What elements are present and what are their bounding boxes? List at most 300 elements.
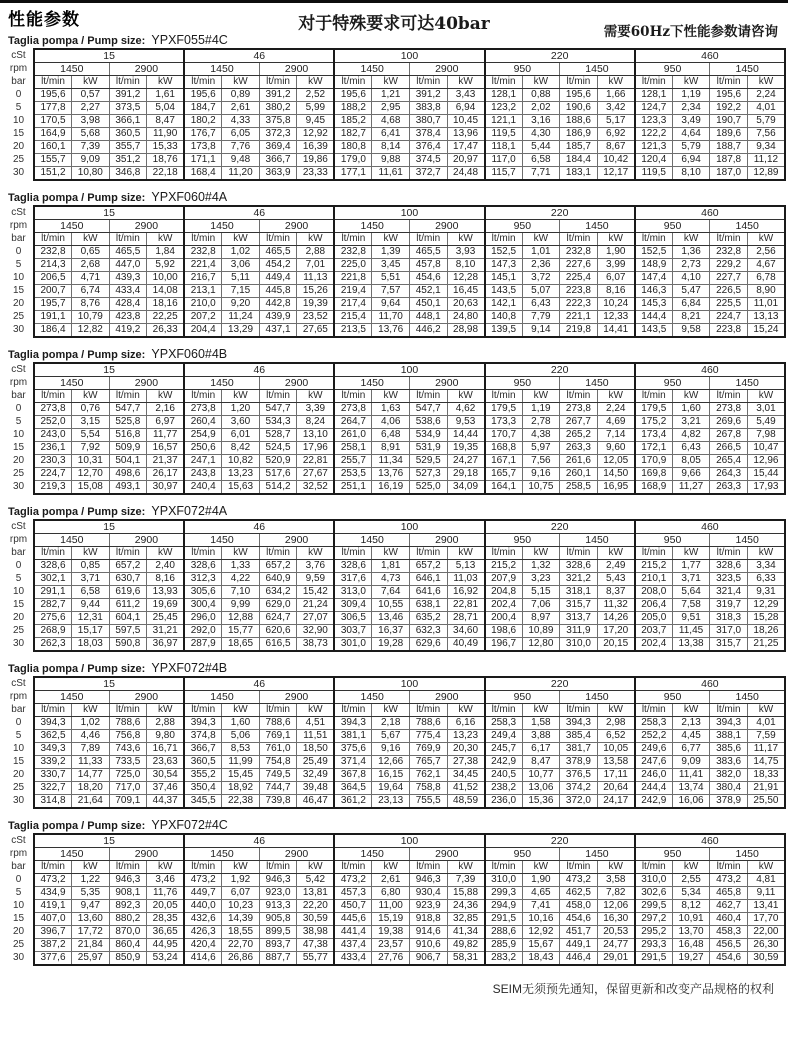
table-cell: 11,51 — [297, 730, 335, 743]
table-cell: 273,8 — [710, 403, 748, 416]
unit-header-row — [4, 76, 785, 89]
table-cell: 242,9 — [635, 795, 673, 809]
table-cell: 3,34 — [747, 560, 785, 573]
table-cell: 20,97 — [447, 154, 485, 167]
table-cell: 391,2 — [259, 89, 297, 102]
table-cell: 4,30 — [522, 128, 560, 141]
table-cell: 892,3 — [109, 900, 147, 913]
table-cell: 850,9 — [109, 952, 147, 966]
table-cell: 6,33 — [747, 573, 785, 586]
cst-gutter-label: cSt — [11, 363, 26, 375]
table-cell: 224,7 — [710, 311, 748, 324]
pump-size-value: YPXF072#4B — [151, 661, 228, 675]
table-cell: 528,7 — [259, 429, 297, 442]
table-cell: 58,31 — [447, 952, 485, 966]
bar-value-label: 15 — [12, 913, 25, 924]
table-cell: 3,39 — [297, 403, 335, 416]
table-cell: 733,5 — [109, 756, 147, 769]
table-cell: 321,4 — [710, 586, 748, 599]
table-cell: 214,3 — [34, 259, 72, 272]
table-cell: 310,0 — [485, 874, 523, 887]
table-cell: 314,8 — [34, 795, 72, 809]
rpm-value-cell: 2900 — [409, 63, 484, 76]
bar-value-label: 10 — [12, 115, 25, 126]
table-cell: 769,9 — [409, 743, 447, 756]
rpm-gutter-label: rpm — [9, 377, 28, 388]
table-cell: 387,2 — [34, 939, 72, 952]
table-cell: 258,3 — [485, 717, 523, 730]
rpm-value-cell: 1450 — [184, 377, 259, 390]
table-cell: 749,5 — [259, 769, 297, 782]
bar-value-label: 10 — [12, 272, 25, 283]
bar-value-label: 30 — [12, 481, 25, 493]
bar-value-label: 30 — [12, 795, 25, 807]
table-cell: 5,11 — [222, 272, 260, 285]
table-row — [4, 769, 785, 782]
table-cell: 465,5 — [259, 246, 297, 259]
table-cell: 15,08 — [72, 481, 110, 495]
table-cell: 448,1 — [409, 311, 447, 324]
table-cell: 319,7 — [710, 599, 748, 612]
table-cell: 222,3 — [560, 298, 598, 311]
table-cell: 221,1 — [560, 311, 598, 324]
table-row — [4, 756, 785, 769]
unit-header-cell: kW — [147, 76, 185, 89]
table-cell: 32,85 — [447, 913, 485, 926]
bar-value-label: 25 — [12, 625, 25, 636]
table-cell: 8,42 — [222, 442, 260, 455]
table-cell: 24,17 — [597, 795, 635, 809]
table-cell: 18,65 — [222, 638, 260, 652]
table-cell: 5,97 — [522, 442, 560, 455]
table-cell: 6,01 — [222, 429, 260, 442]
table-cell: 366,1 — [109, 115, 147, 128]
table-cell: 1,33 — [222, 560, 260, 573]
rpm-value-cell: 2900 — [109, 220, 184, 233]
unit-header-cell: lt/min — [334, 76, 372, 89]
table-cell: 15,45 — [222, 769, 260, 782]
table-cell: 190,7 — [710, 115, 748, 128]
unit-header-cell: kW — [222, 547, 260, 560]
table-cell: 449,1 — [560, 939, 598, 952]
table-cell: 450,7 — [334, 900, 372, 913]
table-cell: 306,5 — [334, 612, 372, 625]
unit-header-cell: kW — [447, 861, 485, 874]
table-cell: 152,5 — [635, 246, 673, 259]
table-cell: 258,5 — [560, 481, 598, 495]
table-cell: 378,4 — [409, 128, 447, 141]
table-cell: 273,8 — [34, 403, 72, 416]
table-cell: 11,20 — [222, 167, 260, 181]
table-cell: 13,46 — [372, 612, 410, 625]
bar-gutter-label: bar — [11, 547, 26, 558]
bar-gutter-label: bar — [11, 233, 26, 244]
table-row — [4, 939, 785, 952]
table-cell: 28,35 — [147, 913, 185, 926]
table-cell: 437,4 — [334, 939, 372, 952]
rpm-value-cell: 2900 — [259, 691, 334, 704]
rpm-value-cell: 2900 — [109, 377, 184, 390]
table-cell: 15,67 — [522, 939, 560, 952]
table-cell: 460,4 — [710, 913, 748, 926]
table-cell: 28,98 — [447, 324, 485, 338]
table-cell: 2,40 — [147, 560, 185, 573]
table-cell: 3,71 — [72, 573, 110, 586]
rpm-value-cell: 1450 — [710, 848, 785, 861]
table-cell: 170,9 — [635, 455, 673, 468]
table-cell: 11,90 — [147, 128, 185, 141]
rpm-header-row — [4, 848, 785, 861]
unit-header-cell: lt/min — [710, 76, 748, 89]
table-cell: 16,95 — [597, 481, 635, 495]
pump-size-value: YPXF060#4A — [151, 190, 228, 204]
table-cell: 232,8 — [34, 246, 72, 259]
cst-header-row — [4, 520, 785, 534]
table-cell: 5,79 — [747, 115, 785, 128]
table-cell: 182,7 — [334, 128, 372, 141]
table-cell: 300,4 — [184, 599, 222, 612]
table-cell: 6,16 — [447, 717, 485, 730]
unit-header-cell: lt/min — [34, 861, 72, 874]
tables-container — [0, 29, 788, 966]
table-cell: 224,7 — [34, 468, 72, 481]
table-cell: 434,9 — [34, 887, 72, 900]
table-cell: 2,36 — [522, 259, 560, 272]
table-cell: 372,3 — [259, 128, 297, 141]
table-cell: 7,41 — [522, 900, 560, 913]
unit-header-cell: kW — [147, 704, 185, 717]
table-cell: 176,7 — [184, 128, 222, 141]
table-cell: 1,77 — [672, 560, 710, 573]
table-cell: 10,16 — [522, 913, 560, 926]
table-cell: 5,43 — [597, 573, 635, 586]
unit-header-cell: lt/min — [710, 704, 748, 717]
unit-header-cell: lt/min — [109, 233, 147, 246]
table-cell: 630,7 — [109, 573, 147, 586]
table-cell: 146,3 — [635, 285, 673, 298]
table-cell: 457,8 — [409, 259, 447, 272]
table-cell: 0,57 — [72, 89, 110, 102]
rpm-value-cell: 950 — [485, 63, 560, 76]
table-cell: 8,21 — [672, 311, 710, 324]
unit-header-cell: kW — [297, 704, 335, 717]
unit-header-cell: kW — [447, 390, 485, 403]
unit-header-cell: kW — [672, 547, 710, 560]
table-cell: 34,60 — [447, 625, 485, 638]
table-cell: 7,58 — [672, 599, 710, 612]
table-cell: 374,2 — [560, 782, 598, 795]
table-cell: 30,54 — [147, 769, 185, 782]
table-cell: 20,53 — [597, 926, 635, 939]
table-cell: 165,7 — [485, 468, 523, 481]
table-cell: 375,6 — [334, 743, 372, 756]
table-cell: 0,85 — [72, 560, 110, 573]
table-cell: 16,19 — [372, 481, 410, 495]
bar-value-label: 5 — [15, 573, 22, 584]
table-cell: 232,8 — [184, 246, 222, 259]
table-cell: 5,47 — [672, 285, 710, 298]
table-cell: 23,57 — [372, 939, 410, 952]
table-cell: 2,95 — [372, 102, 410, 115]
table-cell: 12,80 — [522, 638, 560, 652]
rpm-header-row — [4, 691, 785, 704]
cst-value-cell: 220 — [485, 834, 635, 848]
table-cell: 597,5 — [109, 625, 147, 638]
table-cell: 3,16 — [522, 115, 560, 128]
table-cell: 396,7 — [34, 926, 72, 939]
table-cell: 12,70 — [72, 468, 110, 481]
table-cell: 4,64 — [672, 128, 710, 141]
rpm-value-cell: 950 — [485, 220, 560, 233]
table-cell: 3,42 — [597, 102, 635, 115]
table-cell: 2,98 — [597, 717, 635, 730]
table-cell: 880,2 — [109, 913, 147, 926]
table-cell: 5,34 — [672, 887, 710, 900]
table-cell: 619,6 — [109, 586, 147, 599]
table-cell: 14,44 — [447, 429, 485, 442]
table-cell: 4,01 — [747, 102, 785, 115]
table-cell: 27,38 — [447, 756, 485, 769]
table-cell: 788,6 — [259, 717, 297, 730]
unit-header-cell: kW — [672, 76, 710, 89]
table-cell: 918,8 — [409, 913, 447, 926]
table-cell: 9,99 — [222, 599, 260, 612]
table-cell: 22,81 — [447, 599, 485, 612]
table-cell: 177,1 — [334, 167, 372, 181]
table-cell: 183,1 — [560, 167, 598, 181]
table-cell: 914,6 — [409, 926, 447, 939]
table-cell: 525,8 — [109, 416, 147, 429]
table-cell: 373,5 — [109, 102, 147, 115]
cst-value-cell: 46 — [184, 834, 334, 848]
unit-header-row — [4, 704, 785, 717]
table-row — [4, 468, 785, 481]
table-cell: 433,4 — [334, 952, 372, 966]
table-cell: 309,4 — [334, 599, 372, 612]
table-cell: 378,9 — [560, 756, 598, 769]
table-cell: 282,7 — [34, 599, 72, 612]
table-cell: 9,88 — [372, 154, 410, 167]
table-cell: 215,2 — [635, 560, 673, 573]
table-row — [4, 795, 785, 809]
cst-gutter-label: cSt — [11, 49, 26, 61]
table-cell: 260,4 — [184, 416, 222, 429]
table-cell: 391,2 — [109, 89, 147, 102]
table-cell: 2,61 — [222, 102, 260, 115]
table-cell: 765,7 — [409, 756, 447, 769]
table-cell: 266,5 — [710, 442, 748, 455]
table-cell: 19,28 — [372, 638, 410, 652]
table-cell: 616,5 — [259, 638, 297, 652]
unit-header-cell: kW — [72, 704, 110, 717]
table-cell: 16,15 — [372, 769, 410, 782]
table-cell: 18,55 — [222, 926, 260, 939]
table-cell: 1,90 — [597, 246, 635, 259]
table-cell: 4,33 — [222, 115, 260, 128]
table-cell: 299,5 — [635, 900, 673, 913]
table-row — [4, 311, 785, 324]
table-cell: 8,16 — [597, 285, 635, 298]
table-cell: 23,33 — [297, 167, 335, 181]
table-cell: 328,6 — [560, 560, 598, 573]
table-row — [4, 403, 785, 416]
unit-header-cell: kW — [597, 704, 635, 717]
table-cell: 14,39 — [222, 913, 260, 926]
unit-header-cell: kW — [147, 390, 185, 403]
cst-value-cell: 100 — [334, 206, 484, 220]
table-cell: 4,73 — [372, 573, 410, 586]
unit-header-cell: kW — [72, 861, 110, 874]
rpm-value-cell: 2900 — [259, 377, 334, 390]
unit-header-cell: kW — [522, 547, 560, 560]
table-cell: 450,1 — [409, 298, 447, 311]
table-cell: 27,65 — [297, 324, 335, 338]
table-cell: 258,3 — [635, 717, 673, 730]
table-cell: 6,43 — [672, 442, 710, 455]
table-cell: 4,10 — [672, 272, 710, 285]
table-cell: 1,21 — [372, 89, 410, 102]
rpm-value-cell: 2900 — [109, 63, 184, 76]
table-cell: 366,7 — [184, 743, 222, 756]
table-cell: 458,0 — [560, 900, 598, 913]
table-cell: 14,26 — [597, 612, 635, 625]
table-cell: 36,97 — [147, 638, 185, 652]
table-cell: 195,6 — [560, 89, 598, 102]
cst-value-cell: 46 — [184, 206, 334, 220]
table-cell: 202,4 — [485, 599, 523, 612]
table-cell: 121,3 — [635, 141, 673, 154]
bar-value-label: 15 — [12, 285, 25, 296]
table-cell: 4,22 — [222, 573, 260, 586]
page-title: 性能参数 — [8, 10, 80, 29]
table-cell: 262,3 — [34, 638, 72, 652]
unit-header-cell: lt/min — [334, 233, 372, 246]
table-cell: 8,47 — [522, 756, 560, 769]
table-cell: 439,3 — [109, 272, 147, 285]
table-cell: 17,11 — [597, 769, 635, 782]
table-cell: 13,58 — [597, 756, 635, 769]
table-cell: 13,81 — [297, 887, 335, 900]
table-cell: 3,72 — [522, 272, 560, 285]
table-cell: 394,3 — [34, 717, 72, 730]
bar-value-label: 30 — [12, 167, 25, 179]
table-cell: 1,01 — [522, 246, 560, 259]
table-cell: 383,8 — [409, 102, 447, 115]
cst-value-cell: 100 — [334, 363, 484, 377]
60hz-inquiry-note: 需要60Hz下性能参数请咨询 — [603, 24, 778, 40]
table-cell: 739,8 — [259, 795, 297, 809]
rpm-value-cell: 1450 — [184, 220, 259, 233]
table-cell: 11,76 — [147, 887, 185, 900]
unit-header-cell: lt/min — [259, 861, 297, 874]
table-cell: 7,56 — [522, 455, 560, 468]
cst-value-cell: 460 — [635, 49, 785, 63]
unit-header-cell: kW — [72, 76, 110, 89]
table-cell: 2,34 — [672, 102, 710, 115]
cst-header-row — [4, 834, 785, 848]
table-row — [4, 429, 785, 442]
unit-header-cell: lt/min — [334, 861, 372, 874]
bar-value-label: 10 — [12, 743, 25, 754]
table-cell: 247,1 — [184, 455, 222, 468]
rpm-value-cell: 1450 — [710, 691, 785, 704]
table-cell: 221,4 — [184, 259, 222, 272]
table-cell: 5,42 — [297, 874, 335, 887]
table-cell: 17,20 — [597, 625, 635, 638]
cst-value-cell: 15 — [34, 677, 184, 691]
table-caption — [8, 818, 786, 832]
table-cell: 9,47 — [72, 900, 110, 913]
table-cell: 20,05 — [147, 900, 185, 913]
table-cell: 5,07 — [522, 285, 560, 298]
table-cell: 5,15 — [522, 586, 560, 599]
table-cell: 454,6 — [560, 913, 598, 926]
unit-header-cell: lt/min — [485, 390, 523, 403]
table-cell: 394,3 — [184, 717, 222, 730]
table-cell: 2,16 — [147, 403, 185, 416]
table-cell: 12,96 — [747, 455, 785, 468]
table-cell: 6,05 — [222, 128, 260, 141]
table-cell: 250,6 — [184, 442, 222, 455]
table-cell: 296,0 — [184, 612, 222, 625]
table-cell: 185,7 — [560, 141, 598, 154]
table-cell: 534,9 — [409, 429, 447, 442]
cst-value-cell: 46 — [184, 363, 334, 377]
unit-header-cell: lt/min — [259, 76, 297, 89]
table-cell: 168,9 — [635, 481, 673, 495]
unit-header-cell: lt/min — [34, 76, 72, 89]
unit-header-cell: lt/min — [635, 390, 673, 403]
table-cell: 516,8 — [109, 429, 147, 442]
table-cell: 17,96 — [297, 442, 335, 455]
unit-header-cell: lt/min — [34, 547, 72, 560]
table-cell: 8,14 — [372, 141, 410, 154]
table-cell: 439,9 — [259, 311, 297, 324]
unit-header-cell: lt/min — [334, 547, 372, 560]
table-caption — [8, 347, 786, 361]
table-cell: 769,1 — [259, 730, 297, 743]
rpm-value-cell: 1450 — [184, 63, 259, 76]
table-cell: 7,76 — [222, 141, 260, 154]
table-cell: 119,5 — [485, 128, 523, 141]
table-cell: 6,97 — [147, 416, 185, 429]
unit-header-cell: kW — [522, 861, 560, 874]
unit-header-row — [4, 390, 785, 403]
table-cell: 1,36 — [672, 246, 710, 259]
table-row — [4, 102, 785, 115]
caption-label: Taglia pompa / Pump size: — [8, 349, 146, 361]
table-cell: 246,0 — [635, 769, 673, 782]
table-cell: 8,10 — [447, 259, 485, 272]
table-cell: 407,0 — [34, 913, 72, 926]
table-cell: 16,06 — [672, 795, 710, 809]
table-cell: 462,7 — [710, 900, 748, 913]
table-cell: 380,4 — [710, 782, 748, 795]
table-cell: 232,8 — [710, 246, 748, 259]
table-cell: 192,2 — [710, 102, 748, 115]
table-cell: 2,88 — [147, 717, 185, 730]
table-cell: 303,7 — [334, 625, 372, 638]
table-cell: 913,3 — [259, 900, 297, 913]
table-cell: 297,2 — [635, 913, 673, 926]
table-cell: 310,0 — [560, 638, 598, 652]
table-row — [4, 586, 785, 599]
table-cell: 11,45 — [672, 625, 710, 638]
table-cell: 3,58 — [597, 874, 635, 887]
table-cell: 49,82 — [447, 939, 485, 952]
rpm-value-cell: 950 — [635, 848, 710, 861]
table-cell: 725,0 — [109, 769, 147, 782]
